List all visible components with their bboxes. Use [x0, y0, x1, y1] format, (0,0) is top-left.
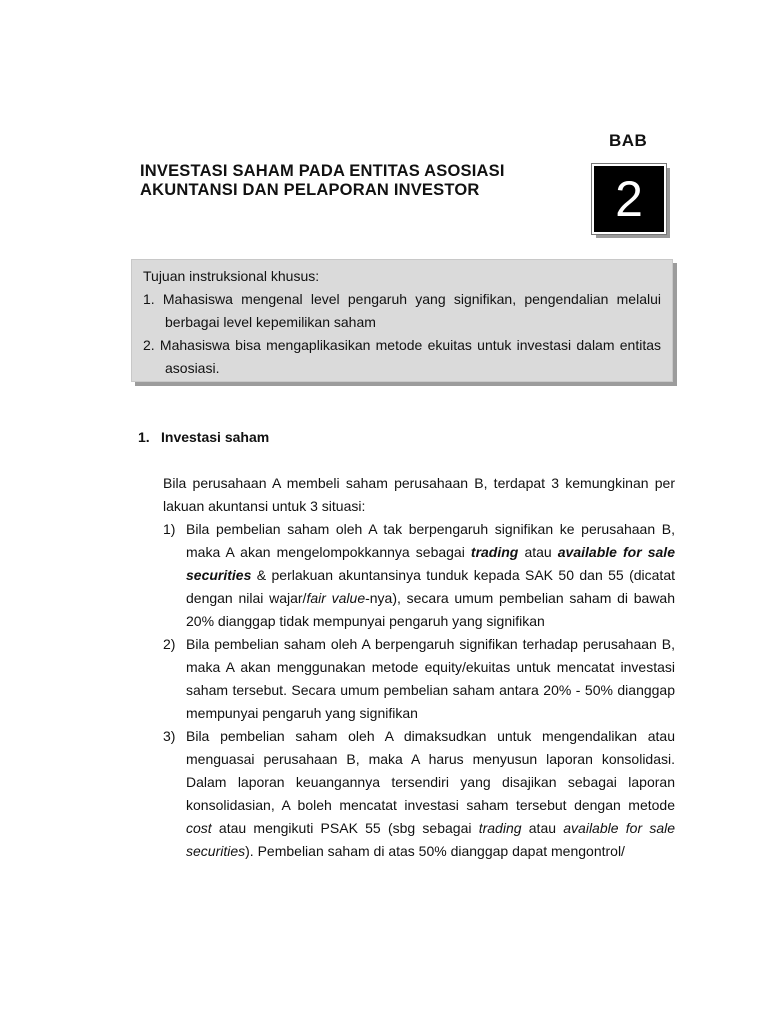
list-item — [163, 633, 675, 725]
chapter-label: BAB — [609, 131, 648, 150]
chapter-number-box: 2 — [592, 164, 666, 234]
chapter-title — [140, 162, 505, 200]
objectives-box — [131, 259, 673, 382]
section-title: Investasi saham — [161, 429, 270, 445]
list-marker: 2) — [163, 636, 176, 652]
section-number: 1. — [138, 429, 150, 445]
item-text: atau mengikuti PSAK 55 (sbg sebagai — [211, 820, 479, 836]
emphasis-term: available for sale securities — [186, 820, 676, 859]
objective-2-line-2: asosiasi. — [165, 360, 220, 376]
section-body — [163, 472, 675, 863]
emphasis-term: fair value — [306, 590, 366, 606]
objective-1-line-2: berbagai level kepemilikan saham — [165, 314, 376, 330]
item-text: Bila pembelian saham oleh A tak berpengaruh signifikan ke perusahaan B, maka A akan mengelompokkannya sebagai — [186, 521, 675, 560]
item-text: Bila pembelian saham oleh A berpengaruh signifikan terhadap perusahaan B, maka A akan menggunakan metode equity/ekuitas untuk mencatat investasi saham tersebut. Secara umum pembelian saham antara 20% - 50% dianggap mempunyai pengaruh yang signifikan — [186, 636, 675, 721]
section-heading — [138, 429, 269, 445]
objective-2-line-1: 2. Mahasiswa bisa mengaplikasikan metode ekuitas untuk investasi dalam entitas — [143, 337, 661, 353]
emphasis-term: available for sale securities — [186, 544, 675, 583]
emphasis-term: trading — [478, 820, 522, 836]
chapter-title-line-1: INVESTASI SAHAM PADA ENTITAS ASOSIASI — [140, 162, 505, 180]
emphasis-term: cost — [186, 820, 212, 836]
item-text: -nya), secara umum pembelian saham di bawah 20% dianggap tidak mempunyai pengaruh yang signifikan — [186, 590, 676, 629]
objective-1-line-1: 1. Mahasiswa mengenal level pengaruh yang signifikan, pengendalian melalui — [143, 291, 661, 307]
situation-list — [163, 518, 675, 863]
list-marker: 3) — [163, 728, 176, 744]
item-text: atau — [521, 820, 564, 836]
intro-paragraph: Bila perusahaan A membeli saham perusahaan B, terdapat 3 kemungkinan per lakuan akuntansi untuk 3 situasi: — [163, 475, 675, 514]
item-text: ). Pembelian saham di atas 50% dianggap dapat mengontrol/ — [245, 843, 625, 859]
chapter-title-line-2: AKUNTANSI DAN PELAPORAN INVESTOR — [140, 181, 480, 199]
item-text: Bila pembelian saham oleh A dimaksudkan untuk mengendalikan atau menguasai perusahaan B, maka A harus menyusun laporan konsolidasi. Dalam laporan keuangannya tersendiri yang disajikan sebagai laporan konsolidasian, A boleh mencatat investasi saham tersebut dengan metode — [186, 728, 675, 813]
list-item — [163, 725, 675, 863]
list-marker: 1) — [163, 521, 176, 537]
objectives-heading: Tujuan instruksional khusus: — [143, 268, 320, 284]
list-item — [163, 518, 675, 633]
item-text: atau — [518, 544, 558, 560]
emphasis-term: trading — [470, 544, 519, 560]
item-text: & perlakuan akuntansinya tunduk kepada SAK 50 dan 55 (dicatat dengan nilai wajar/ — [186, 567, 675, 606]
